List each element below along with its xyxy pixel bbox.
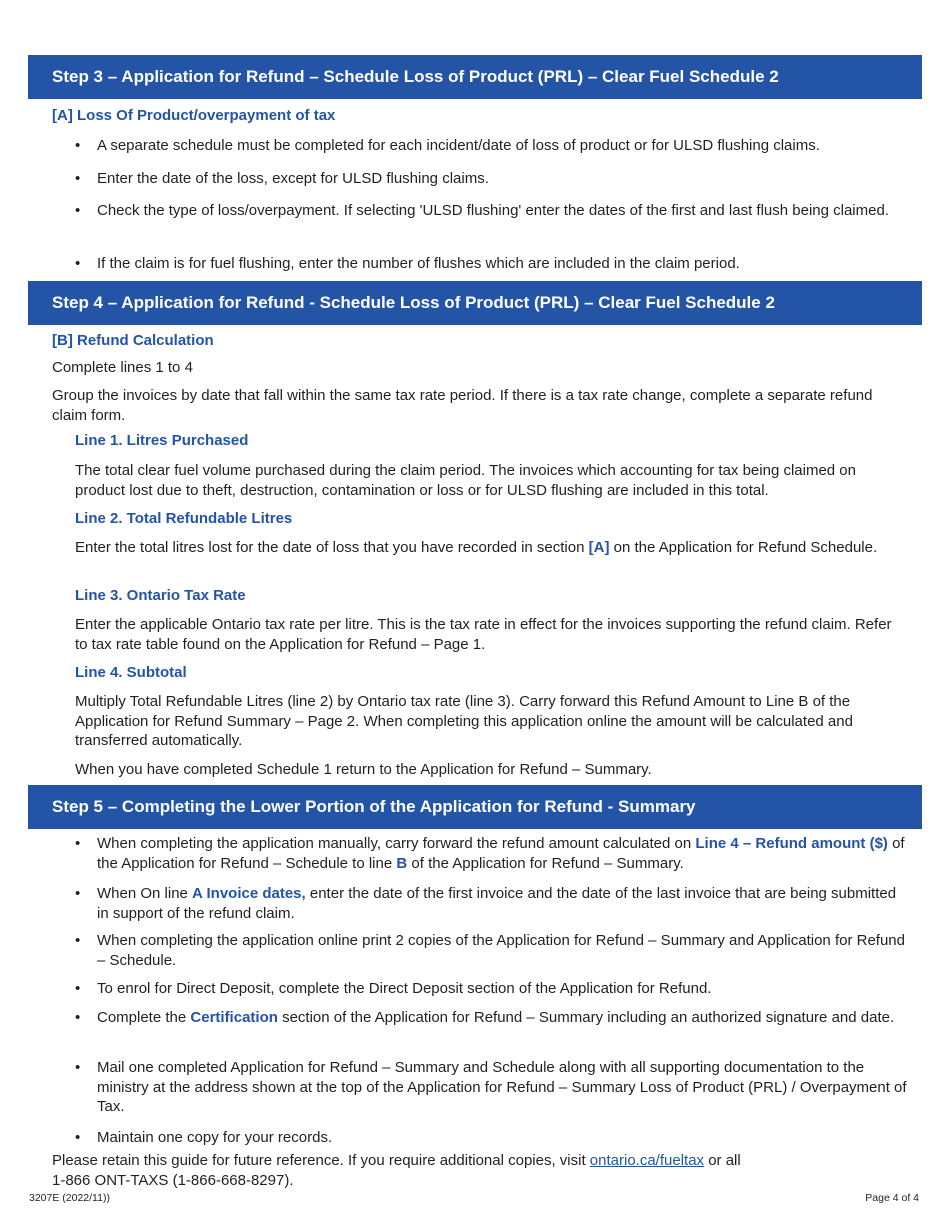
step5-bullet-6: Mail one completed Application for Refund – Summary and Schedule along with all supporting documentation to the ministry at the address shown at the top of the Application for Refund – Summary Loss of Product (PRL) / Overpayment of Tax. [97, 1059, 907, 1116]
line1-heading: Line 1. Litres Purchased [75, 432, 249, 449]
fueltax-link[interactable]: ontario.ca/fueltax [589, 1152, 705, 1169]
bullet-icon: • [75, 980, 81, 997]
bullet-icon: • [75, 255, 81, 272]
step4-intro-1: Complete lines 1 to 4 [52, 359, 193, 376]
line4-heading: Line 4. Subtotal [75, 664, 187, 681]
step3-bullet-4: If the claim is for fuel flushing, enter the number of flushes which are included in the claim period. [97, 255, 740, 272]
bullet-icon: • [75, 835, 81, 852]
retain-note: Please retain this guide for future reference. If you require additional copies, visit ontario.ca/fueltax or all 1-866 ONT-TAXS (1-866-668-8297). [52, 1152, 741, 1189]
bullet-icon: • [75, 137, 81, 154]
step3-bullet-1: A separate schedule must be completed for each incident/date of loss of product or for ULSD flushing claims. [97, 137, 820, 154]
line4-text: Multiply Total Refundable Litres (line 2) by Ontario tax rate (line 3). Carry forward this Refund Amount to Line B of the Application for Refund Summary – Page 2. When completing this application online the amount will be calculated and transferred automatically. [75, 693, 853, 750]
bullet-icon: • [75, 932, 81, 949]
step3-header: Step 3 – Application for Refund – Schedule Loss of Product (PRL) – Clear Fuel Schedule 2 [28, 55, 922, 99]
page-number: Page 4 of 4 [865, 1192, 919, 1204]
step3-bullet-3: Check the type of loss/overpayment. If selecting 'ULSD flushing' enter the dates of the first and last flush being claimed. [97, 202, 889, 219]
step5-header: Step 5 – Completing the Lower Portion of the Application for Refund - Summary [28, 785, 922, 829]
step5-bullet-1: When completing the application manually, carry forward the refund amount calculated on Line 4 – Refund amount ($) of the Application for Refund – Schedule to line B of the Application for Refund – Summary. [97, 835, 905, 872]
line2-heading: Line 2. Total Refundable Litres [75, 510, 293, 527]
bullet-icon: • [75, 885, 81, 902]
step5-bullet-3: When completing the application online print 2 copies of the Application for Refund – Summary and Application for Refund – Schedule. [97, 932, 905, 969]
step4-intro-2: Group the invoices by date that fall within the same tax rate period. If there is a tax rate change, complete a separate refund claim form. [52, 387, 873, 424]
step4-subheading: [B] Refund Calculation [52, 332, 214, 349]
step5-bullet-5: Complete the Certification section of the Application for Refund – Summary including an authorized signature and date. [97, 1009, 895, 1026]
bullet-icon: • [75, 1009, 81, 1026]
line2-text: Enter the total litres lost for the date of loss that you have recorded in section [A] on the Application for Refund Schedule. [75, 539, 878, 556]
line3-text: Enter the applicable Ontario tax rate per litre. This is the tax rate in effect for the invoices supporting the refund claim. Refer to tax rate table found on the Application for Refund – Page 1. [75, 616, 892, 653]
bullet-icon: • [75, 1129, 81, 1146]
step5-bullet-2: When On line A Invoice dates, enter the date of the first invoice and the date of the last invoice that are being submitted in support of the refund claim. [97, 885, 897, 922]
step5-bullet-4: To enrol for Direct Deposit, complete the Direct Deposit section of the Application for Refund. [97, 980, 712, 997]
line1-text: The total clear fuel volume purchased during the claim period. The invoices which accounting for tax being claimed on product lost due to theft, destruction, contamination or loss or for ULSD flushing are included in this total. [75, 462, 856, 499]
step4-header: Step 4 – Application for Refund - Schedule Loss of Product (PRL) – Clear Fuel Schedule 2 [28, 281, 922, 325]
bullet-icon: • [75, 170, 81, 187]
bullet-icon: • [75, 1059, 81, 1076]
form-code: 3207E (2022/11)) [29, 1192, 110, 1204]
step3-bullet-2: Enter the date of the loss, except for ULSD flushing claims. [97, 170, 489, 187]
step3-subheading: [A] Loss Of Product/overpayment of tax [52, 107, 336, 124]
step4-closing: When you have completed Schedule 1 return to the Application for Refund – Summary. [75, 761, 652, 778]
step5-bullet-7: Maintain one copy for your records. [97, 1129, 333, 1146]
line3-heading: Line 3. Ontario Tax Rate [75, 587, 246, 604]
section-a-ref: [A] [588, 539, 610, 556]
bullet-icon: • [75, 202, 81, 219]
